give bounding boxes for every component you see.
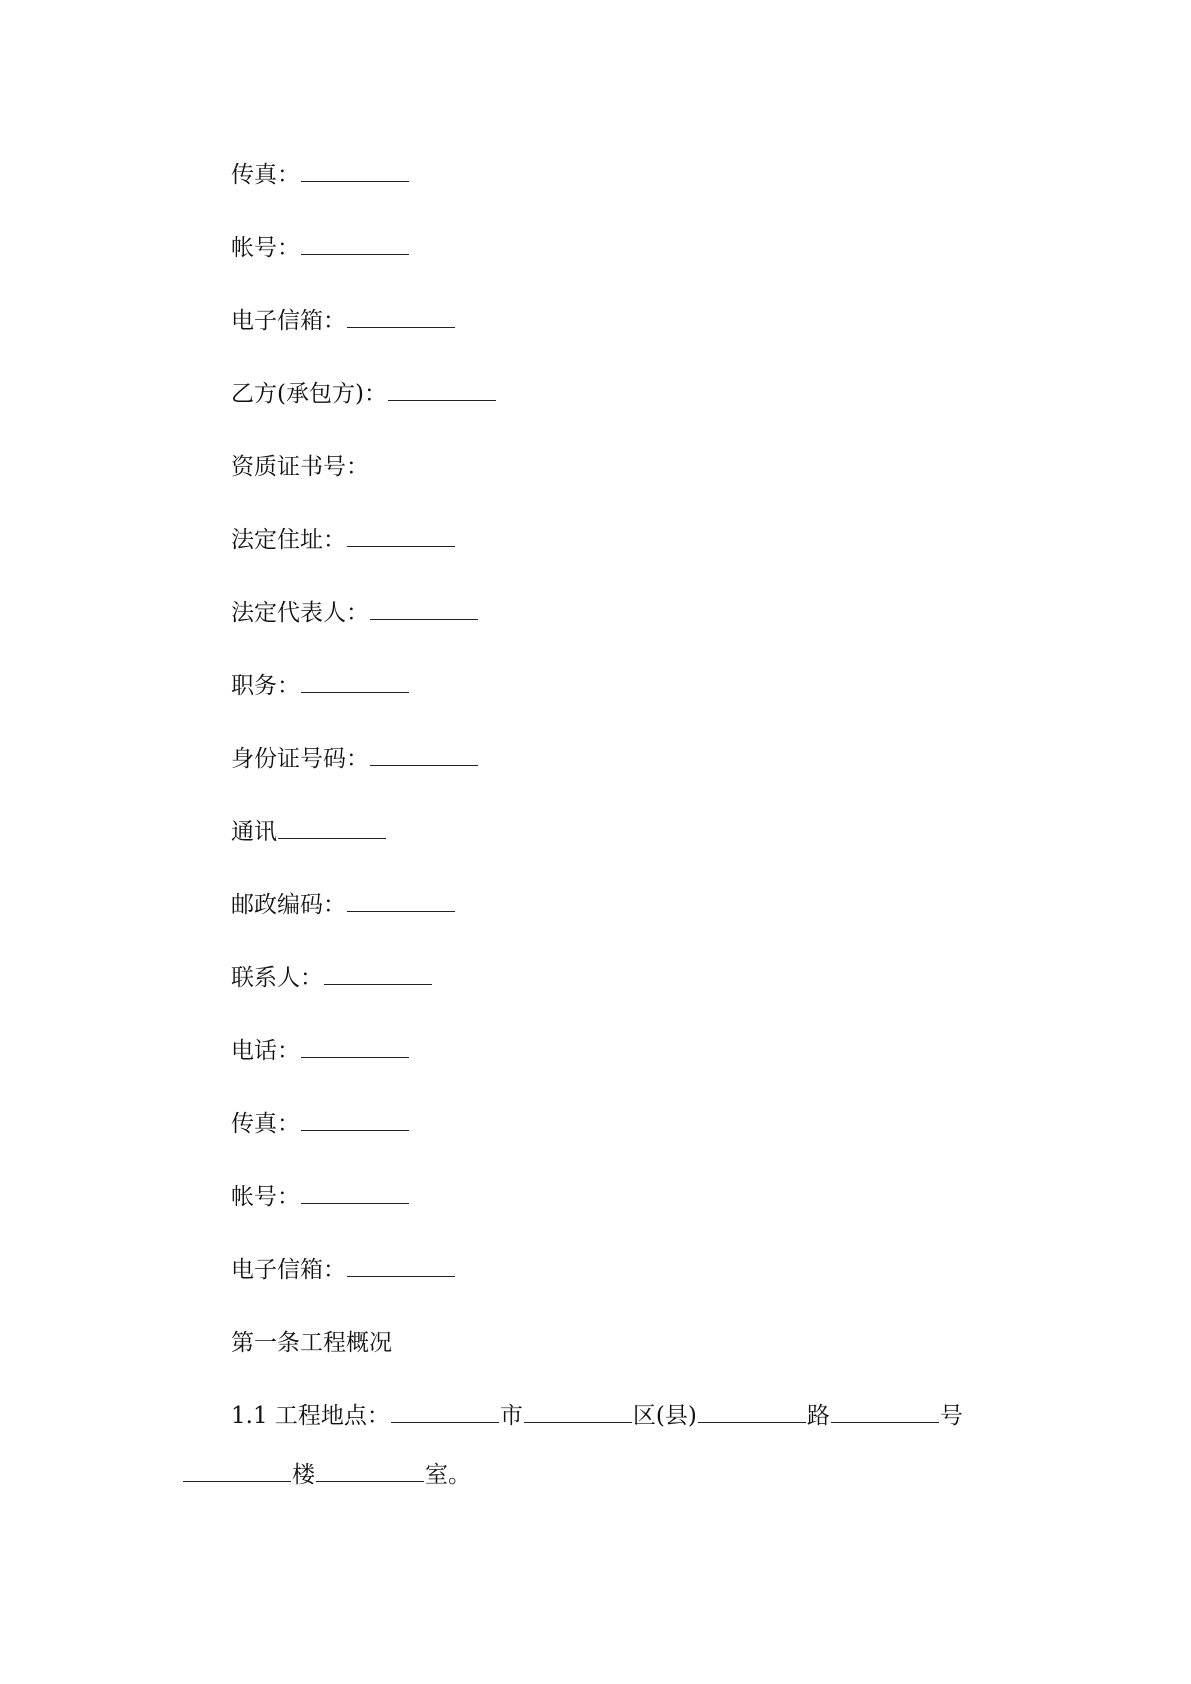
correspondence-field xyxy=(231,817,387,847)
city-suffix: 市 xyxy=(499,1403,523,1429)
road-blank[interactable] xyxy=(698,1403,806,1423)
room-suffix: 室。 xyxy=(425,1462,471,1488)
email-label: 电子信箱： xyxy=(231,308,346,334)
party-b-blank[interactable] xyxy=(388,381,496,401)
contact-person-label: 联系人： xyxy=(231,965,323,991)
legal-rep-field xyxy=(231,598,479,628)
email-field-b xyxy=(231,1255,456,1285)
fax-field-b xyxy=(231,1109,410,1139)
email-label-b: 电子信箱： xyxy=(231,1257,346,1283)
id-number-label: 身份证号码： xyxy=(231,746,369,772)
legal-rep-blank[interactable] xyxy=(370,600,478,620)
account-blank[interactable] xyxy=(301,235,409,255)
fax-blank-b[interactable] xyxy=(301,1111,409,1131)
building-blank[interactable] xyxy=(183,1462,291,1482)
account-field xyxy=(231,233,410,263)
email-blank-b[interactable] xyxy=(347,1257,455,1277)
legal-address-label: 法定住址： xyxy=(231,527,346,553)
position-label: 职务： xyxy=(231,673,300,699)
email-field xyxy=(231,306,456,336)
postal-code-label: 邮政编码： xyxy=(231,892,346,918)
legal-address-field xyxy=(231,525,456,555)
correspondence-blank[interactable] xyxy=(278,819,386,839)
legal-address-blank[interactable] xyxy=(347,527,455,547)
position-blank[interactable] xyxy=(301,673,409,693)
legal-rep-label: 法定代表人： xyxy=(231,600,369,626)
room-blank[interactable] xyxy=(316,1462,424,1482)
postal-code-blank[interactable] xyxy=(347,892,455,912)
phone-label: 电话： xyxy=(231,1038,300,1064)
fax-label: 传真： xyxy=(231,162,300,188)
account-label: 帐号： xyxy=(231,235,300,261)
building-suffix: 楼 xyxy=(292,1462,315,1488)
party-b-label: 乙方(承包方)： xyxy=(231,381,387,407)
id-number-field xyxy=(231,744,479,774)
fax-blank[interactable] xyxy=(301,162,409,182)
account-label-b: 帐号： xyxy=(231,1184,300,1210)
fax-field xyxy=(231,160,410,190)
postal-code-field xyxy=(231,890,456,920)
road-suffix: 路 xyxy=(806,1403,830,1429)
contact-person-blank[interactable] xyxy=(324,965,432,985)
project-location-clause-cont xyxy=(182,1460,471,1490)
correspondence-label: 通讯 xyxy=(231,819,277,845)
district-suffix: 区(县) xyxy=(632,1403,697,1429)
section-title: 第一条工程概况 xyxy=(231,1330,392,1356)
qualification-label: 资质证书号： xyxy=(231,454,369,480)
account-field-b xyxy=(231,1182,410,1212)
email-blank[interactable] xyxy=(347,308,455,328)
contact-person-field xyxy=(231,963,433,993)
number-blank[interactable] xyxy=(831,1403,939,1423)
district-blank[interactable] xyxy=(524,1403,632,1423)
project-location-clause xyxy=(231,1401,963,1431)
qualification-field xyxy=(231,452,369,482)
phone-field xyxy=(231,1036,410,1066)
clause-label: 1.1 工程地点： xyxy=(231,1403,390,1429)
city-blank[interactable] xyxy=(391,1403,499,1423)
fax-label-b: 传真： xyxy=(231,1111,300,1137)
number-suffix: 号 xyxy=(939,1403,963,1429)
party-b-field xyxy=(231,379,497,409)
id-number-blank[interactable] xyxy=(370,746,478,766)
phone-blank[interactable] xyxy=(301,1038,409,1058)
position-field xyxy=(231,671,410,701)
account-blank-b[interactable] xyxy=(301,1184,409,1204)
